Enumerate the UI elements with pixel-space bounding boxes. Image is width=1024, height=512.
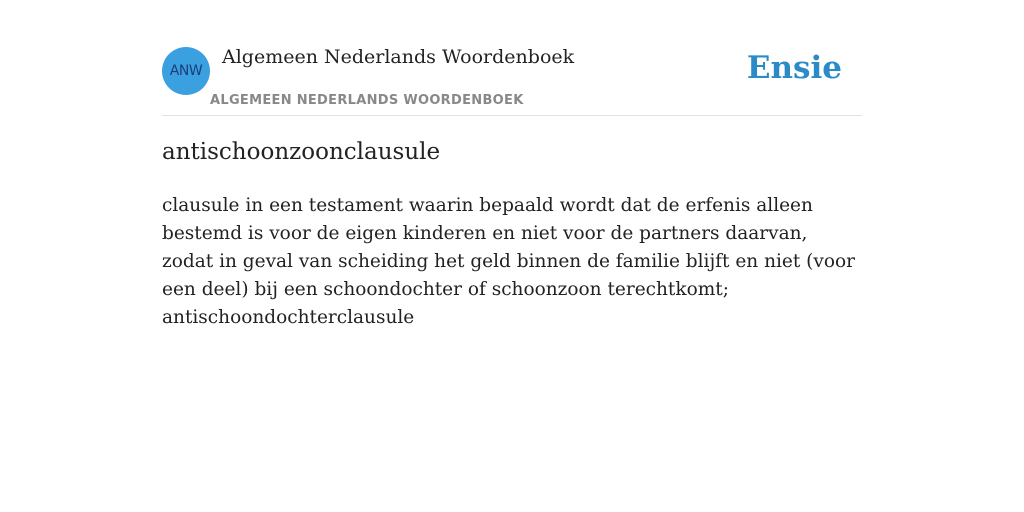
source-title[interactable]: Algemeen Nederlands Woordenboek (222, 46, 575, 68)
source-logo-text: ANW (169, 63, 203, 79)
entry-definition: clausule in een testament waarin bepaald wordt dat de erfenis alleen bestemd is voor de eigen kinderen en niet voor de partners daarvan, zodat in geval van scheiding het geld binnen de familie blijft en niet (voor een deel) bij een schoondochter of schoonzoon terechtkomt; antischoondochterclausule (162, 195, 855, 328)
header-divider (162, 115, 862, 116)
entry-headword: antischoonzoonclausule (162, 139, 441, 165)
brand-logo[interactable]: Ensie (746, 50, 842, 86)
source-logo[interactable] (162, 47, 210, 95)
source-subtitle: ALGEMEEN NEDERLANDS WOORDENBOEK (210, 93, 524, 108)
